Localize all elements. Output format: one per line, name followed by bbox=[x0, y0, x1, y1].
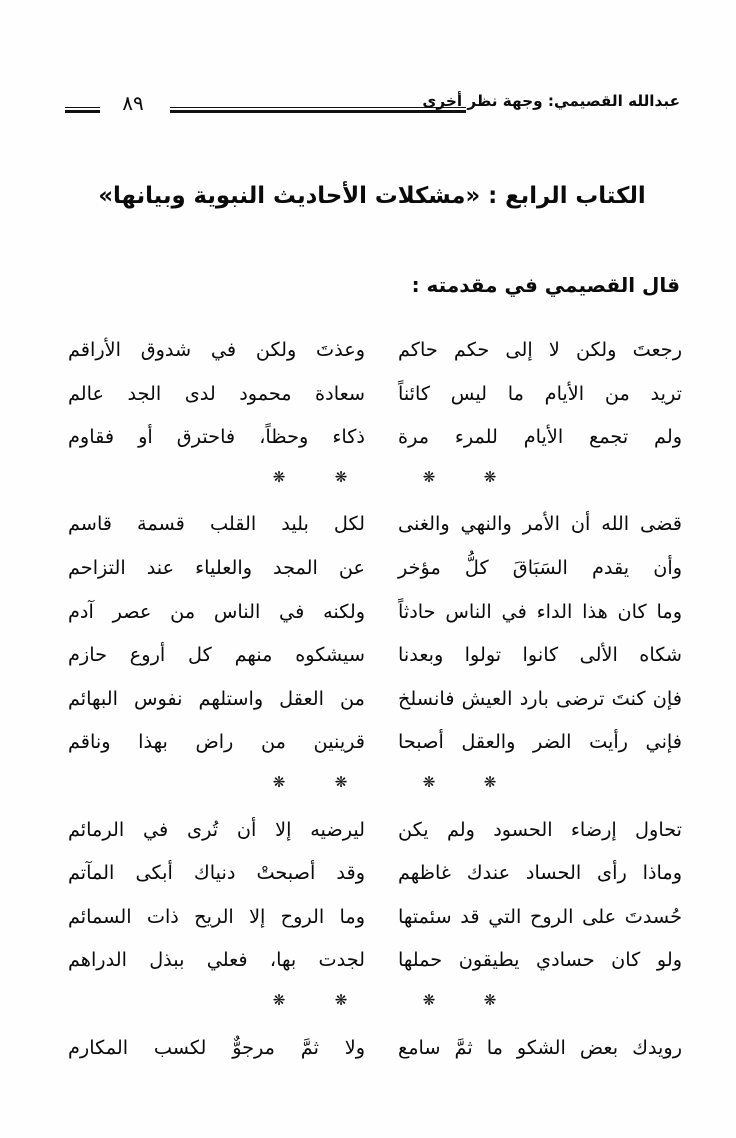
first-hemistich bbox=[398, 677, 682, 721]
verse bbox=[0, 677, 736, 721]
first-hemistich bbox=[398, 938, 682, 982]
second-hemistich bbox=[68, 502, 365, 546]
hemistich-text: وما كان هذا الداء في الناس حادثاً bbox=[398, 599, 682, 623]
hemistich-text: من العقل واستلهم نفوس البهائم bbox=[68, 686, 365, 710]
verse bbox=[0, 895, 736, 939]
running-title: عبدالله القصيمي: وجهة نظر أخرى bbox=[422, 92, 680, 110]
second-hemistich bbox=[68, 808, 365, 852]
stanza-separator bbox=[0, 764, 736, 808]
separator-star: ❋ bbox=[483, 990, 497, 1009]
second-hemistich bbox=[68, 590, 365, 634]
hemistich-text: رجعتَ ولكن لا إلى حكم حاكم bbox=[398, 338, 682, 361]
verse bbox=[0, 633, 736, 677]
verse bbox=[0, 590, 736, 634]
stanza-separator bbox=[0, 982, 736, 1026]
hemistich-text: ليرضيه إلا أن تُرى في الرمائم bbox=[68, 817, 365, 841]
intro-heading: قال القصيمي في مقدمته : bbox=[411, 273, 680, 297]
second-hemistich bbox=[68, 720, 365, 764]
first-hemistich bbox=[398, 546, 682, 590]
hemistich-text: ولكنه في الناس من عصر آدم bbox=[68, 599, 365, 623]
verse bbox=[0, 415, 736, 459]
separator-star: ❋ bbox=[272, 772, 286, 791]
separator-star: ❋ bbox=[483, 772, 497, 791]
hemistich-text: قضى الله أن الأمر والنهي والغنى bbox=[398, 512, 682, 536]
first-hemistich bbox=[398, 633, 682, 677]
first-hemistich bbox=[398, 851, 682, 895]
separator-star: ❋ bbox=[334, 467, 348, 486]
second-hemistich bbox=[68, 677, 365, 721]
hemistich-text: وماذا رأى الحساد عندك غاظهم bbox=[398, 861, 682, 885]
second-hemistich bbox=[68, 633, 365, 677]
first-hemistich bbox=[398, 372, 682, 416]
first-hemistich bbox=[398, 720, 682, 764]
hemistich-text: وما الروح إلا الريح ذات السمائم bbox=[68, 904, 365, 928]
hemistich-text: عن المجد والعلياء عند التزاحم bbox=[68, 555, 365, 579]
separator-star: ❋ bbox=[483, 467, 497, 486]
hemistich-text: تريد من الأيام ما ليس كائناً bbox=[398, 381, 682, 405]
first-hemistich bbox=[398, 895, 682, 939]
second-hemistich bbox=[68, 372, 365, 416]
verse bbox=[0, 502, 736, 546]
second-hemistich bbox=[68, 851, 365, 895]
first-hemistich bbox=[398, 415, 682, 459]
hemistich-text: ذكاء وحظاً، فاحترق أو فقاوم bbox=[68, 425, 365, 449]
running-header bbox=[0, 0, 736, 130]
separator-star: ❋ bbox=[422, 772, 436, 791]
separator-star: ❋ bbox=[334, 990, 348, 1009]
separator-star: ❋ bbox=[334, 772, 348, 791]
hemistich-text: وقد أصبحتْ دنياك أبكى المآتم bbox=[68, 861, 365, 885]
first-hemistich bbox=[398, 1026, 682, 1070]
separator-star: ❋ bbox=[272, 467, 286, 486]
hemistich-text: لكل بليد القلب قسمة قاسم bbox=[68, 512, 365, 536]
verse bbox=[0, 808, 736, 852]
hemistich-text: فإن كنتَ ترضى بارد العيش فانسلخ bbox=[398, 686, 682, 710]
hemistich-text: ولو كان حسادي يطيقون حملها bbox=[398, 948, 682, 972]
separator-star: ❋ bbox=[422, 467, 436, 486]
verse bbox=[0, 328, 736, 372]
hemistich-text: تحاول إرضاء الحسود ولم يكن bbox=[398, 817, 682, 841]
hemistich-text: رويدك بعض الشكو ما ثمَّ سامع bbox=[398, 1035, 682, 1059]
separator-star: ❋ bbox=[272, 990, 286, 1009]
second-hemistich bbox=[68, 328, 365, 372]
verse bbox=[0, 851, 736, 895]
second-hemistich bbox=[68, 546, 365, 590]
hemistich-text: فإني رأيت الضر والعقل أصبحا bbox=[398, 730, 682, 754]
poem bbox=[0, 328, 736, 1069]
hemistich-text: قرينين من راض بهذا وناقم bbox=[68, 730, 365, 754]
verse bbox=[0, 938, 736, 982]
first-hemistich bbox=[398, 502, 682, 546]
separator-star: ❋ bbox=[422, 990, 436, 1009]
second-hemistich bbox=[68, 895, 365, 939]
second-hemistich bbox=[68, 415, 365, 459]
first-hemistich bbox=[398, 590, 682, 634]
first-hemistich bbox=[398, 808, 682, 852]
second-hemistich bbox=[68, 938, 365, 982]
verse bbox=[0, 546, 736, 590]
verse bbox=[0, 1026, 736, 1070]
page-number: ٨٩ bbox=[122, 91, 144, 115]
header-short-rule bbox=[65, 107, 100, 113]
stanza-separator bbox=[0, 459, 736, 503]
hemistich-text: ولا ثمَّ مرجوٌّ لكسب المكارم bbox=[68, 1035, 365, 1059]
hemistich-text: شكاه الألى كانوا تولوا وبعدنا bbox=[398, 643, 682, 667]
hemistich-text: سيشكوه منهم كل أروع حازم bbox=[68, 643, 365, 667]
hemistich-text: وعذتَ ولكن في شدوق الأراقم bbox=[68, 338, 365, 361]
hemistich-text: وأن يقدم السَبَاقَ كلُّ مؤخر bbox=[398, 555, 682, 579]
verse bbox=[0, 720, 736, 764]
second-hemistich bbox=[68, 1026, 365, 1070]
verse bbox=[0, 372, 736, 416]
hemistich-text: سعادة محمود لدى الجد عالم bbox=[68, 381, 365, 405]
chapter-title: الكتاب الرابع : «مشكلات الأحاديث النبوية وبيانها» bbox=[98, 183, 646, 209]
hemistich-text: حُسدتَ على الروح التي قد سئمتها bbox=[398, 904, 682, 928]
first-hemistich bbox=[398, 328, 682, 372]
hemistich-text: لجدت بها، فعلي ببذل الدراهم bbox=[68, 948, 365, 972]
hemistich-text: ولم تجمع الأيام للمرء مرة bbox=[398, 425, 682, 449]
